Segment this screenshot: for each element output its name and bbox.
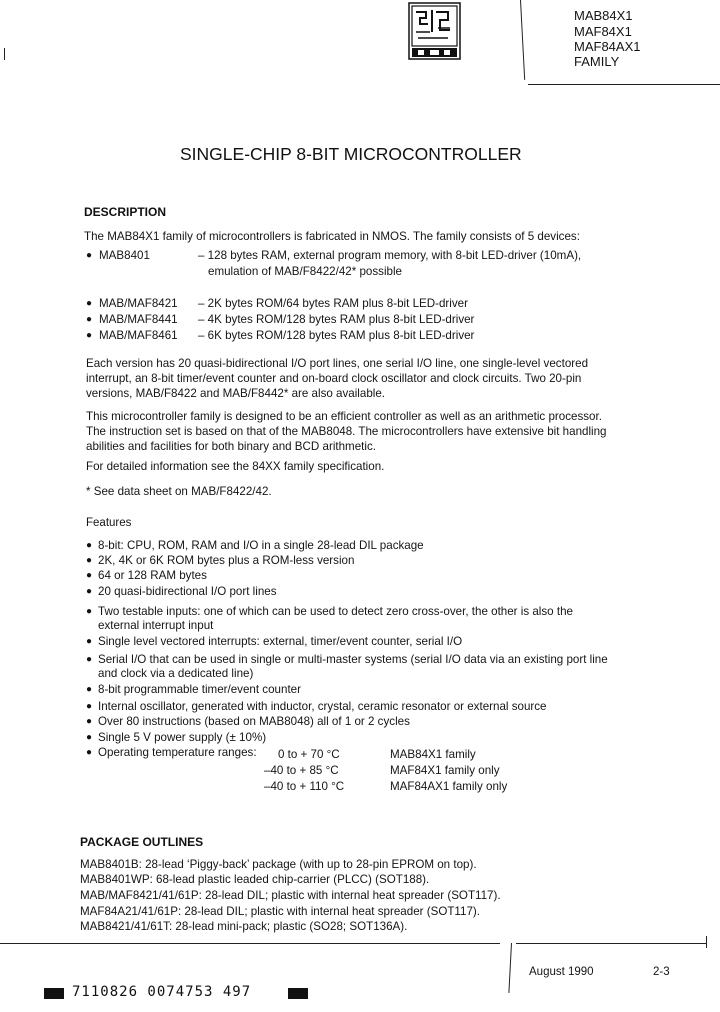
paragraph-line: Each version has 20 quasi-bidirectional I/O port lines, one serial I/O line, one single-level vectored	[86, 357, 589, 370]
header-code: MAF84AX1	[574, 39, 641, 54]
feature-item: Over 80 instructions (based on MAB8048) all of 1 or 2 cycles	[98, 715, 410, 728]
temp-range: –40 to + 85 °C	[264, 764, 339, 777]
footer-date: August 1990	[529, 966, 594, 978]
feature-item: 64 or 128 RAM bytes	[98, 569, 207, 582]
feature-item: Single level vectored interrupts: external, timer/event counter, serial I/O	[98, 635, 463, 648]
bullet-icon: ●	[86, 330, 93, 341]
header-right-divider	[520, 0, 526, 80]
device-desc: – 2K bytes ROM/64 bytes RAM plus 8-bit LED-driver	[198, 297, 468, 310]
device-name: MAB/MAF8421	[99, 297, 178, 310]
feature-item: Serial I/O that can be used in single or multi-master systems (serial I/O data via an existing port line	[98, 653, 608, 666]
company-logo	[408, 2, 461, 60]
bullet-icon: ●	[86, 684, 93, 695]
bullet-icon: ●	[86, 654, 93, 665]
features-heading: Features	[86, 517, 132, 529]
bullet-icon: ●	[86, 540, 93, 551]
feature-item-cont: and clock via a dedicated line)	[98, 667, 254, 680]
description-intro: The MAB84X1 family of microcontrollers is fabricated in NMOS. The family consists of 5 devices:	[84, 230, 580, 243]
paragraph-line: interrupt, an 8-bit timer/event counter and on-board clock oscillator and clock circuits. Two 20-pin	[86, 372, 582, 385]
paragraph-line: versions, MAB/F8422 and MAB/F8442* are also available.	[86, 387, 386, 400]
bullet-icon: ●	[86, 701, 93, 712]
barcode-mark-left	[44, 988, 64, 999]
bullet-icon: ●	[86, 732, 93, 743]
bullet-icon: ●	[86, 586, 93, 597]
feature-item: 8-bit: CPU, ROM, RAM and I/O in a single 28-lead DIL package	[98, 539, 424, 552]
feature-item: Single 5 V power supply (± 10%)	[98, 731, 267, 744]
feature-item: Two testable inputs: one of which can be used to detect zero cross-over, the other is also the	[98, 605, 573, 618]
footer-rule	[0, 943, 500, 944]
device-desc: – 4K bytes ROM/128 bytes RAM plus 8-bit LED-driver	[198, 313, 475, 326]
temp-range: –40 to + 110 °C	[264, 780, 345, 793]
bullet-icon: ●	[86, 555, 93, 566]
package-line: MAF84A21/41/61P: 28-lead DIL; plastic with internal heat spreader (SOT117).	[80, 905, 480, 918]
package-line: MAB8401WP: 68-lead plastic leaded chip-carrier (PLCC) (SOT188).	[80, 873, 430, 886]
bullet-icon: ●	[86, 570, 93, 581]
device-desc: – 128 bytes RAM, external program memory, with 8-bit LED-driver (10mA),	[198, 249, 582, 262]
footer-rule-right	[516, 943, 706, 944]
temperature-label: Operating temperature ranges:	[98, 746, 257, 759]
device-desc: emulation of MAB/F8422/42* possible	[208, 265, 402, 278]
temp-range: 0 to + 70 °C	[278, 748, 340, 761]
header-code: MAB84X1	[574, 8, 633, 23]
header-code: FAMILY	[574, 54, 620, 69]
device-name: MAB/MAF8441	[99, 313, 178, 326]
bullet-icon: ●	[86, 314, 93, 325]
header-bottom-rule	[528, 84, 720, 85]
footer-right-tick	[706, 936, 707, 948]
description-heading: DESCRIPTION	[84, 205, 167, 219]
bullet-icon: ●	[86, 606, 93, 617]
feature-item: 8-bit programmable timer/event counter	[98, 683, 301, 696]
paragraph-line: abilities and facilities for both binary and BCD arithmetic.	[86, 440, 376, 453]
footer-page-number: 2-3	[653, 966, 670, 978]
feature-item-cont: external interrupt input	[98, 619, 214, 632]
page-title: SINGLE-CHIP 8-BIT MICROCONTROLLER	[180, 144, 522, 164]
header-left-tick	[4, 48, 5, 60]
bullet-icon: ●	[86, 298, 93, 309]
feature-item: 2K, 4K or 6K ROM bytes plus a ROM-less version	[98, 554, 355, 567]
barcode-number: 7110826 0074753 497	[72, 984, 252, 1000]
paragraph-line: The instruction set is based on that of the MAB8048. The microcontrollers have extensive bit handling	[86, 425, 607, 438]
package-line: MAB8421/41/61T: 28-lead mini-pack; plastic (SO28; SOT136A).	[80, 920, 408, 933]
paragraph-line: This microcontroller family is designed to be an efficient controller as well as an arithmetic processor.	[86, 410, 602, 423]
description-paragraph-3: For detailed information see the 84XX family specification.	[86, 460, 385, 473]
device-name: MAB/MAF8461	[99, 329, 178, 342]
bullet-icon: ●	[86, 250, 93, 261]
barcode-mark-right	[288, 988, 308, 999]
package-line: MAB8401B: 28-lead ‘Piggy-back’ package (with up to 28-pin EPROM on top).	[80, 858, 477, 871]
footer-divider	[508, 943, 512, 993]
bullet-icon: ●	[86, 636, 93, 647]
feature-item: Internal oscillator, generated with inductor, crystal, ceramic resonator or external source	[98, 700, 547, 713]
header-code: MAF84X1	[574, 24, 632, 39]
temp-family: MAF84AX1 family only	[390, 780, 508, 793]
feature-item: 20 quasi-bidirectional I/O port lines	[98, 585, 277, 598]
package-line: MAB/MAF8421/41/61P: 28-lead DIL; plastic with internal heat spreader (SOT117).	[80, 889, 501, 902]
bullet-icon: ●	[86, 747, 93, 758]
footnote: * See data sheet on MAB/F8422/42.	[86, 485, 272, 498]
temp-family: MAB84X1 family	[390, 748, 476, 761]
device-desc: – 6K bytes ROM/128 bytes RAM plus 8-bit LED-driver	[198, 329, 475, 342]
temp-family: MAF84X1 family only	[390, 764, 500, 777]
packages-heading: PACKAGE OUTLINES	[80, 835, 204, 849]
bullet-icon: ●	[86, 716, 93, 727]
device-name: MAB8401	[99, 249, 150, 262]
